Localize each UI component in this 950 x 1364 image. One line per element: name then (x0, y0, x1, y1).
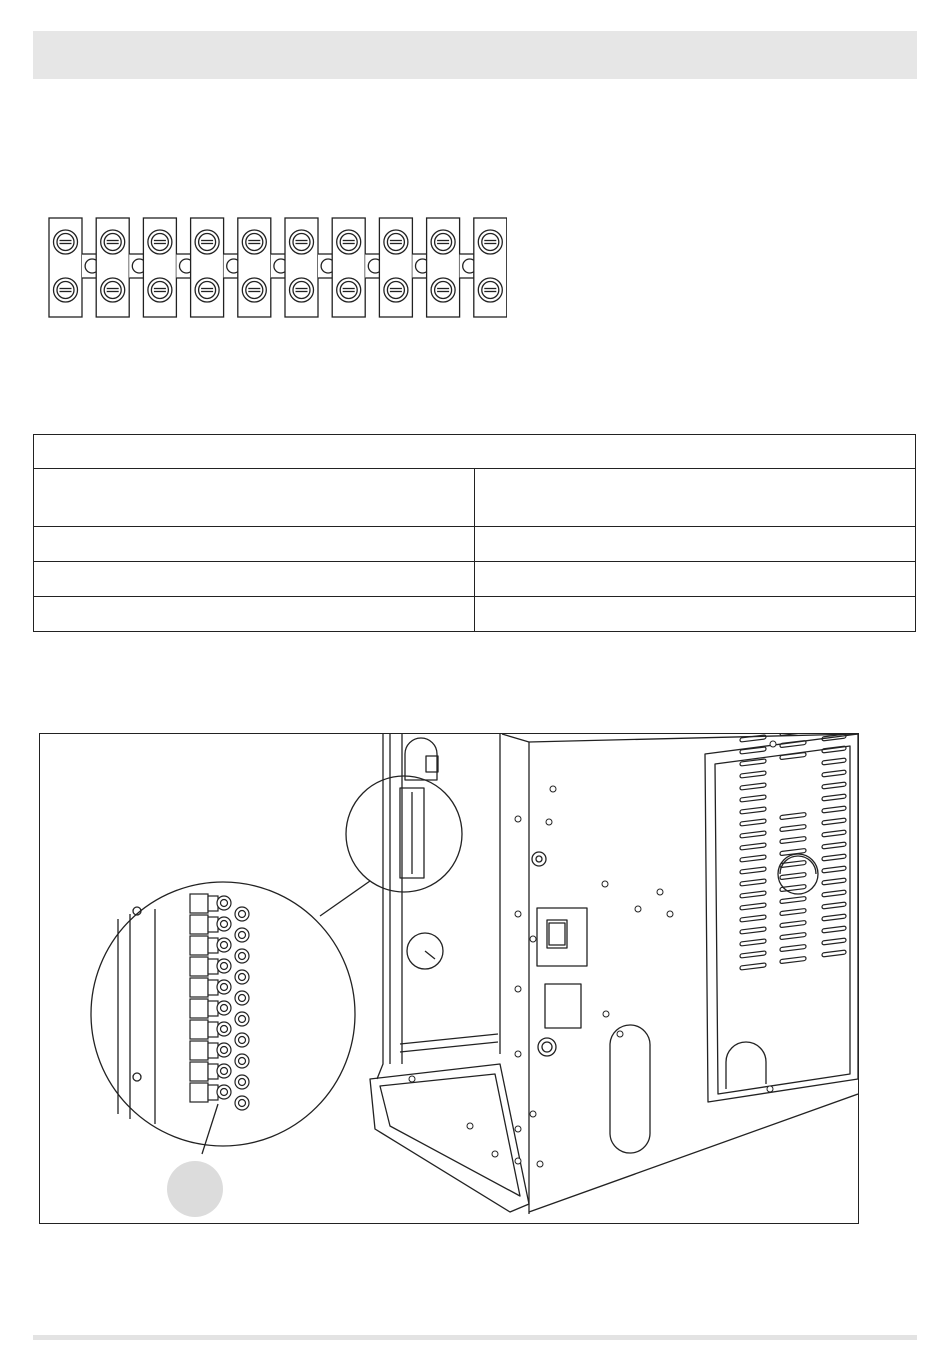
screw-icon (515, 986, 521, 992)
screw-icon (602, 881, 608, 887)
grille-slot (740, 807, 766, 814)
terminal (143, 218, 176, 317)
base-plate (370, 1064, 529, 1212)
grille-slot (822, 926, 846, 933)
screw-icon (770, 741, 776, 747)
grille-slot (740, 927, 766, 934)
terminal-screw-icon (101, 278, 125, 302)
callout-marker (167, 1161, 223, 1217)
grille-slot (780, 812, 806, 819)
grille-slot (740, 783, 766, 790)
screw-icon (515, 1126, 521, 1132)
grille-slot (822, 830, 846, 837)
terminal (49, 218, 82, 317)
grille-slot (780, 824, 806, 831)
table-row (34, 469, 916, 527)
terminal (191, 218, 224, 317)
terminal-screw-icon (195, 278, 219, 302)
grille-slot (822, 914, 846, 921)
terminal-screw-icon (384, 278, 408, 302)
appliance-figure (39, 733, 859, 1224)
screw-icon (530, 1111, 536, 1117)
screw-icon (657, 889, 663, 895)
grille-slot (780, 908, 806, 915)
header-bar (33, 31, 917, 79)
grille-slot (780, 932, 806, 939)
detail-ring-small (346, 776, 462, 892)
screw-icon (767, 1086, 773, 1092)
access-opening (726, 1042, 766, 1089)
table-cell (475, 527, 916, 562)
table-cell (34, 469, 475, 527)
terminal-screw-icon (54, 278, 78, 302)
terminal (332, 218, 365, 317)
grille-slot (740, 939, 766, 946)
terminal (427, 218, 460, 317)
grille-slot (822, 890, 846, 897)
screw-icon (546, 819, 552, 825)
grille-slot (780, 896, 806, 903)
grille-slot (822, 854, 846, 861)
grille-slot (740, 855, 766, 862)
terminal (96, 218, 129, 317)
grille-slot (740, 735, 766, 742)
screw-icon (617, 1031, 623, 1037)
screw-icon (603, 1011, 609, 1017)
grille-panel (705, 734, 858, 1102)
table-row (34, 562, 916, 597)
terminal-block-diagram (47, 216, 507, 320)
screw-icon (515, 911, 521, 917)
footer-rule (33, 1335, 917, 1340)
grille-slot (822, 806, 846, 813)
terminal (474, 218, 507, 317)
grille-slot (822, 878, 846, 885)
grille-slot (740, 771, 766, 778)
grille-slot (822, 794, 846, 801)
grille-slot (780, 836, 806, 843)
leader-line (320, 881, 370, 916)
grille-slot (740, 879, 766, 886)
terminal-screw-icon (337, 230, 361, 254)
grille-slot (740, 963, 766, 970)
grille-slot (822, 842, 846, 849)
label-plate (545, 984, 581, 1028)
grille-slot (740, 795, 766, 802)
grille-slot (822, 866, 846, 873)
screw-icon (492, 1151, 498, 1157)
grille-slot (780, 956, 806, 963)
screw-icon (515, 1158, 521, 1164)
grille-slot (740, 891, 766, 898)
screw-icon (515, 1051, 521, 1057)
terminal-screw-icon (431, 230, 455, 254)
table-row (34, 597, 916, 632)
connector-fitting (405, 738, 437, 780)
spec-table-title (34, 435, 916, 469)
grille-slot (780, 872, 806, 879)
terminal-screw-icon (478, 230, 502, 254)
grille-slot (740, 903, 766, 910)
screw-icon (550, 786, 556, 792)
grille-slot (780, 752, 806, 759)
terminal-screw-icon (290, 230, 314, 254)
appliance-illustration (40, 734, 858, 1223)
table-row (34, 527, 916, 562)
terminal-screw-icon (337, 278, 361, 302)
grille-slot (740, 915, 766, 922)
terminal-screw-icon (148, 278, 172, 302)
grille-slot (740, 843, 766, 850)
terminal-screw-icon (478, 278, 502, 302)
grille-slot (822, 782, 846, 789)
screw-icon (667, 911, 673, 917)
table-cell (34, 562, 475, 597)
terminal-screw-icon (242, 230, 266, 254)
grille-slot (822, 902, 846, 909)
side-frame-edge (377, 734, 383, 1079)
grille-slot (822, 758, 846, 765)
terminal-screw-icon (242, 278, 266, 302)
table-cell (475, 597, 916, 632)
table-cell (475, 469, 916, 527)
grille-slot (740, 951, 766, 958)
terminal-screw-icon (290, 278, 314, 302)
terminal-screw-icon (54, 230, 78, 254)
grille-slot (780, 920, 806, 927)
fitting-round (538, 1038, 556, 1056)
screw-icon (530, 936, 536, 942)
grille-slot (780, 860, 806, 867)
grille-slot (740, 867, 766, 874)
terminal-screw-icon (101, 230, 125, 254)
terminal-screw-icon (148, 230, 172, 254)
terminal (379, 218, 412, 317)
grille-slot (822, 950, 846, 957)
grille-slot (740, 831, 766, 838)
terminal-screw-icon (384, 230, 408, 254)
grille-slot (822, 818, 846, 825)
table-cell (34, 597, 475, 632)
screw-icon (409, 1076, 415, 1082)
grille-slot (822, 938, 846, 945)
side-slot (610, 1025, 650, 1153)
terminal (285, 218, 318, 317)
table-cell (34, 527, 475, 562)
terminal-screw-icon (431, 278, 455, 302)
screw-icon (537, 1161, 543, 1167)
screw-icon (635, 906, 641, 912)
grille-slot (780, 944, 806, 951)
switch-box (537, 908, 587, 966)
table-cell (475, 562, 916, 597)
grille-slot (822, 770, 846, 777)
grille-slot (740, 747, 766, 754)
terminal (238, 218, 271, 317)
spec-table (33, 434, 916, 632)
grille-slot (740, 819, 766, 826)
screw-icon (467, 1123, 473, 1129)
terminal-screw-icon (195, 230, 219, 254)
screw-icon (515, 816, 521, 822)
